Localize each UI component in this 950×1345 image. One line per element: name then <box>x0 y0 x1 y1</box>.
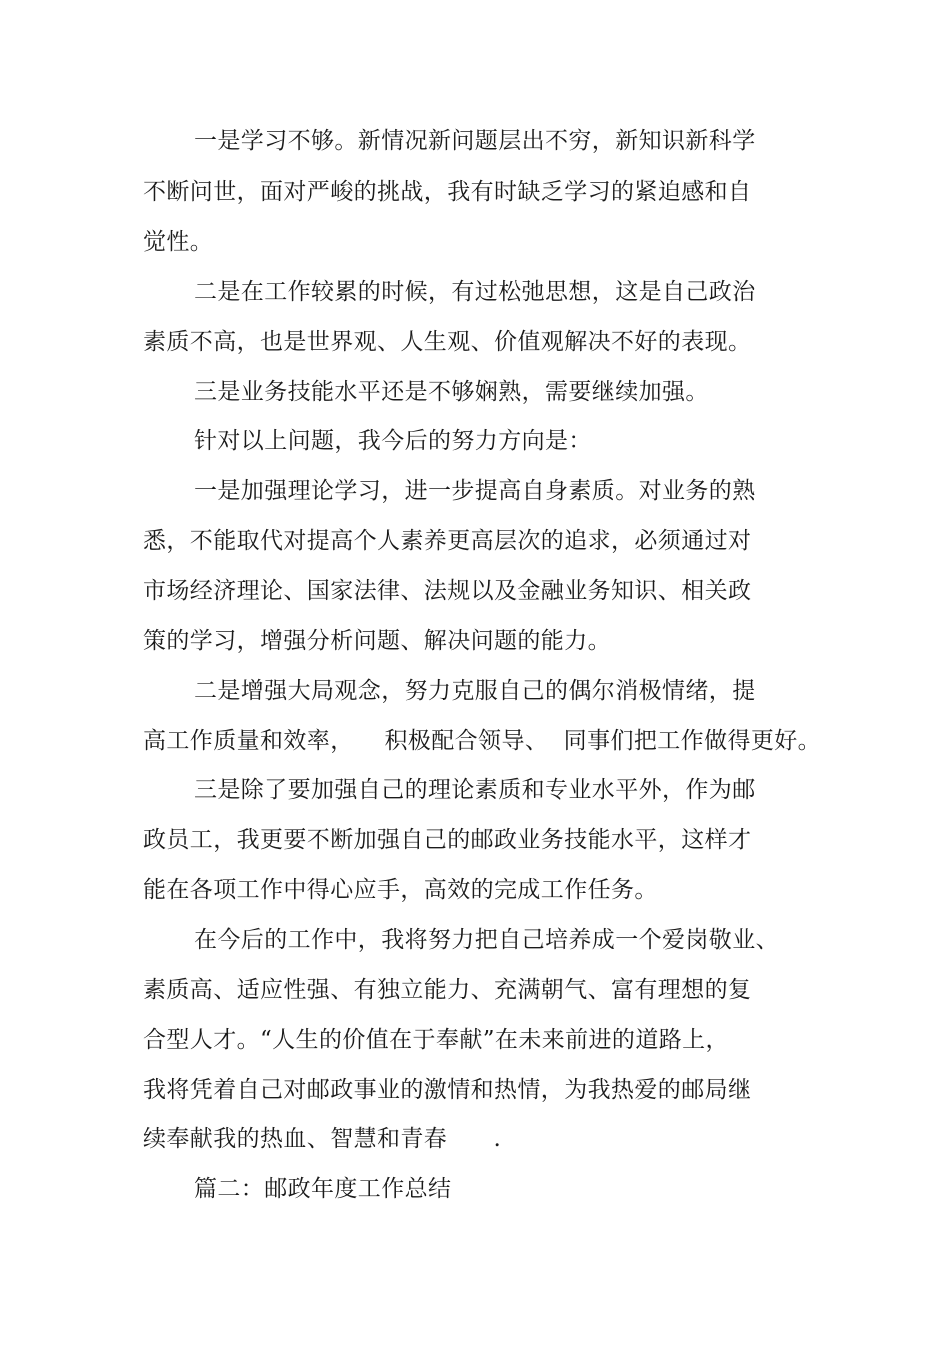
text-line: 合型人才。“人生的价值在于奉献”在未来前进的道路上， <box>143 1027 729 1053</box>
text-line: 市场经济理论、国家法律、法规以及金融业务知识、相关政 <box>143 578 752 604</box>
text-line: 在今后的工作中，我将努力把自己培养成一个爱岗敬业、 <box>194 927 779 953</box>
text-line: 素质高、适应性强、有独立能力、充满朝气、富有理想的复 <box>143 977 752 1003</box>
text-line: 针对以上问题，我今后的努力方向是： <box>194 428 592 454</box>
text-line: 政员工，我更要不断加强自己的邮政业务技能水平，这样才 <box>143 827 752 853</box>
text-line: 我将凭着自己对邮政事业的激情和热情，为我热爱的邮局继 <box>143 1077 752 1103</box>
text-line: 二是增强大局观念，努力克服自己的偶尔消极情绪，提 <box>194 678 756 704</box>
text-line: 二是在工作较累的时候，有过松弛思想，这是自己政治 <box>194 279 756 305</box>
text-line: 高工作质量和效率， 积极配合领导、 同事们把工作做得更好。 <box>143 728 822 754</box>
text-line: 不断问世，面对严峻的挑战，我有时缺乏学习的紧迫感和自 <box>143 179 752 205</box>
text-line: 素质不高，也是世界观、人生观、价值观解决不好的表现。 <box>143 329 752 355</box>
text-line: 三是业务技能水平还是不够娴熟，需要继续加强。 <box>194 379 709 405</box>
text-line: 能在各项工作中得心应手，高效的完成工作任务。 <box>143 877 658 903</box>
text-line: 续奉献我的热血、智慧和青春 . <box>143 1126 502 1152</box>
text-line: 悉，不能取代对提高个人素养更高层次的追求，必须通过对 <box>143 528 752 554</box>
text-line: 策的学习，增强分析问题、解决问题的能力。 <box>143 628 611 654</box>
text-line: 三是除了要加强自己的理论素质和专业水平外，作为邮 <box>194 777 756 803</box>
text-line: 一是学习不够。新情况新问题层出不穷，新知识新科学 <box>194 128 756 154</box>
text-line: 一是加强理论学习，进一步提高自身素质。对业务的熟 <box>194 478 756 504</box>
section-heading: 篇二：邮政年度工作总结 <box>194 1176 452 1202</box>
text-line: 觉性。 <box>143 229 214 255</box>
